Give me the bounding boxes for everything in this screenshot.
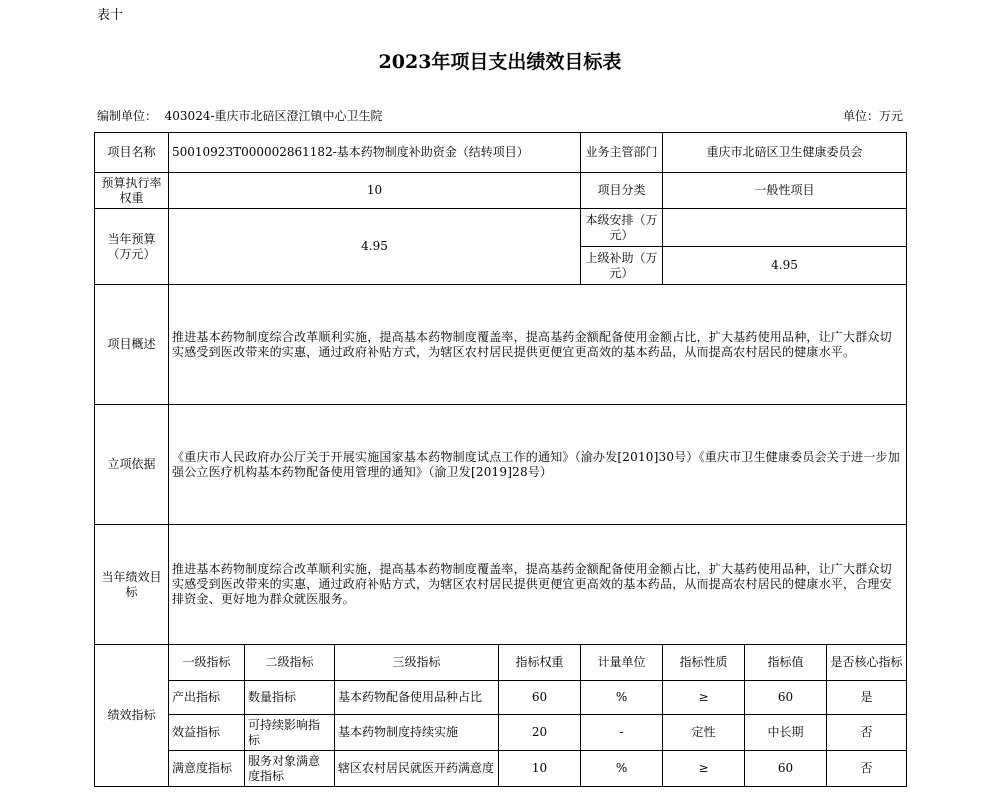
core-cell: 否: [827, 715, 907, 751]
basis-label: 立项依据: [95, 405, 169, 525]
dept-label: 业务主管部门: [581, 133, 663, 173]
upper-subsidy-label: 上级补助（万元）: [581, 247, 663, 285]
table-row: [95, 681, 907, 715]
header-level3: 三级指标: [335, 645, 499, 681]
weight-cell: 10: [499, 751, 581, 787]
currency-unit: 单位：万元: [842, 109, 903, 123]
nature-cell: ≥: [663, 751, 745, 787]
overview-text: 推进基本药物制度综合改革顺利实施，提高基本药物制度覆盖率，提高基药金额配备使用金额占比，扩大基药使用品种，让广大群众切实感受到医改带来的实惠，通过政府补贴方式，为辖区农村居民提供更便宜更高效的基本药品，从而提高农村居民的健康水平。: [169, 285, 907, 405]
header-nature: 指标性质: [663, 645, 745, 681]
category-label: 项目分类: [581, 173, 663, 209]
level3-cell: 基本药物配备使用品种占比: [335, 681, 499, 715]
weight-cell: 20: [499, 715, 581, 751]
unit-cell: %: [581, 681, 663, 715]
core-cell: 是: [827, 681, 907, 715]
dept-value: 重庆市北碚区卫生健康委员会: [663, 133, 907, 173]
overview-label: 项目概述: [95, 285, 169, 405]
budget-label: 当年预算（万元）: [95, 209, 169, 285]
level3-cell: 基本药物制度持续实施: [335, 715, 499, 751]
nature-cell: 定性: [663, 715, 745, 751]
performance-target-table: [94, 132, 907, 787]
weight-cell: 60: [499, 681, 581, 715]
annual-goal-text: 推进基本药物制度综合改革顺利实施，提高基本药物制度覆盖率，提高基药金额配备使用金额占比，扩大基药使用品种，让广大群众切实感受到医改带来的实惠，通过政府补贴方式，为辖区农村居民提供更便宜更高效的基本药品，从而提高农村居民的健康水平，合理安排资金、更好地为群众就医服务。: [169, 525, 907, 645]
weight-value: 10: [169, 173, 581, 209]
table-number-tag: 表十: [97, 8, 124, 23]
local-arrangement-value: [663, 209, 907, 247]
level2-cell: 数量指标: [245, 681, 335, 715]
level1-cell: 效益指标: [169, 715, 245, 751]
unit-cell: -: [581, 715, 663, 751]
core-cell: 否: [827, 751, 907, 787]
nature-cell: ≥: [663, 681, 745, 715]
unit-cell: %: [581, 751, 663, 787]
compiling-unit-label: 编制单位：: [97, 109, 158, 123]
level2-cell: 可持续影响指标: [245, 715, 335, 751]
level3-cell: 辖区农村居民就医开药满意度: [335, 751, 499, 787]
level1-cell: 满意度指标: [169, 751, 245, 787]
value-cell: 60: [745, 681, 827, 715]
page-title: 2023年项目支出绩效目标表: [378, 51, 622, 73]
local-arrangement-label: 本级安排（万元）: [581, 209, 663, 247]
header-value: 指标值: [745, 645, 827, 681]
value-cell: 60: [745, 751, 827, 787]
project-name-label: 项目名称: [95, 133, 169, 173]
basis-text: 《重庆市人民政府办公厅关于开展实施国家基本药物制度试点工作的通知》（渝办发[2010]30号）《重庆市卫生健康委员会关于进一步加强公立医疗机构基本药物配备使用管理的通知》（渝卫发[2019]28号）: [169, 405, 907, 525]
category-value: 一般性项目: [663, 173, 907, 209]
table-row: [95, 751, 907, 787]
compiling-unit: [97, 107, 383, 124]
weight-label: 预算执行率权重: [95, 173, 169, 209]
annual-goal-label: 当年绩效目标: [95, 525, 169, 645]
project-name-value: 50010923T000002861182-基本药物制度补助资金（结转项目）: [169, 133, 581, 173]
upper-subsidy-value: 4.95: [663, 247, 907, 285]
level2-cell: 服务对象满意度指标: [245, 751, 335, 787]
header-level2: 二级指标: [245, 645, 335, 681]
value-cell: 中长期: [745, 715, 827, 751]
budget-value: 4.95: [169, 209, 581, 285]
table-row: [95, 715, 907, 751]
compiling-unit-value: 403024-重庆市北碚区澄江镇中心卫生院: [164, 109, 383, 123]
header-level1: 一级指标: [169, 645, 245, 681]
header-unit: 计量单位: [581, 645, 663, 681]
header-weight: 指标权重: [499, 645, 581, 681]
header-core: 是否核心指标: [827, 645, 907, 681]
level1-cell: 产出指标: [169, 681, 245, 715]
indicators-section-label: 绩效指标: [95, 645, 169, 787]
